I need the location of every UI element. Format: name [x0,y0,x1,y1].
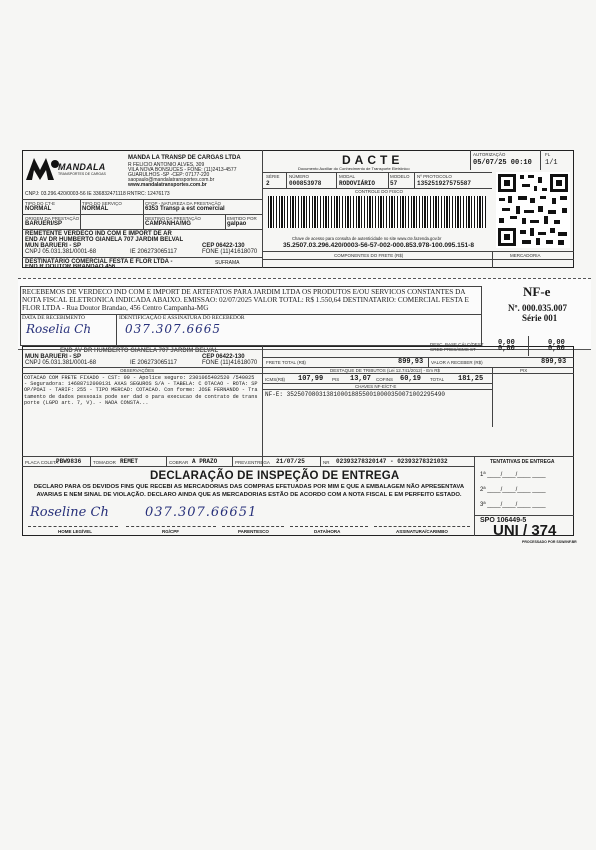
cfop-label: CFOP - NATUREZA DA PRESTAÇÃO [145,201,222,206]
nfe-data-label: DATA DE RECEBIMENTO [22,315,86,321]
nfe-title: NF-e [523,284,551,299]
frete-label: FRETE TOTAL (R$) [266,360,306,365]
cofins-value: 60,19 [400,375,422,383]
chave-caption: Chave de acesso para consulta de autenticidade no site www.cte.fazenda.gov.br [292,236,442,241]
declaracao-text: DECLARO PARA OS DEVIDOS FINS QUE RECEBI AS MERCADORIAS DAS COMPRAS EFETUADAS POR MIM E QUE A EMBALAGEM NÃO APRESENTAVA AVARIAS E NEM SINAL DE VIOLAÇÃO. DECLARO AINDA QUE AS MERCADORIAS ESTÃO DE ACORDO COM A NOTA FISCAL E EM PERFEITO ESTADO. [33,484,465,498]
destino-label: DESTINO DA PRESTAÇÃO [145,216,201,221]
lower-sender-ie: IE 206273065117 [130,360,177,366]
qr-code-icon [496,172,570,248]
tributos-label: DESTAQUE DE TRIBUTOS (Lei 12.741/2012) - Em R$ [330,368,441,373]
total-label: TOTAL [430,377,445,382]
serie-label: SÉRIE [266,174,280,179]
tomador-label: TOMADOR [93,460,116,465]
carrier-site: www.mandalatransportes.com.br [128,182,207,188]
mandala-logo-icon [24,156,60,182]
logo-sub: TRANSPORTES DE CARGAS [58,172,106,176]
autorizacao-label: AUTORIZAÇÃO [473,152,506,157]
observacoes-text: COTACAO COM FRETE FIXADO - CST: 00 - Apolice seguro: 2301065402520 /540025 - Seguradora: 14688712000131 AXAS SEGUROS S/A - TABELA: C OTACAO - ROTA: SPOP/POAI - TARIF: 255 - TIPO MERCAD: COTACAO. Con forme: JOSE FERNANDO - Tratamento de dados pessoais pode ser dad o para execucao de contrato de transporte (LGPD art. 7, V). - NADA CONSTA... [24,375,258,406]
protocolo-label: Nº PROTOCOLO [417,174,452,179]
icms-value: 107,99 [298,375,324,383]
tentativa-1: 1ª ____/____/____ ____ [480,472,546,478]
declaracao-handwritten-rg: 037.307.66651 [145,505,258,520]
cred-label: CRED PRES/ICMS ST [430,347,476,352]
carrier-name: MANDA LA TRANSP DE CARGAS LTDA [128,155,241,161]
prev-entrega-label: PREV.ENTREGA [235,460,270,465]
cred-value-b: 0,00 [548,345,565,353]
logo-text: MANDALA [58,162,106,172]
autorizacao: 05/07/25 00:10 [473,159,532,167]
chaves-label: CHAVES NF-E/CT-E [355,384,397,389]
cfop: 6353 Transp a est comercial [145,206,225,212]
pix-label: PIX [520,368,528,373]
remetente-fone: FONE (11)41618070 [202,249,258,255]
declaracao-title: DECLARAÇÃO DE INSPEÇÃO DE ENTREGA [150,470,400,482]
nfe-receipt-text: RECEBEMOS DE VERDECO IND COM E IMPORT DE ARTEFATOS PARA JARDIM LTDA OS PRODUTOS E/OU SERVICOS CONSTANTES DA NOTA FISCAL ELETRONICA INDICADA ABAIXO. EMISSAO: 02/07/2025 VALOR TOTAL: R$ 1.550,64 DESTINATARIO: COMERCIAL FESTA E FLOR LTDA - Rua Doutor Brandao, 456 Centro Campanha-MG [22,288,469,312]
remetente-address: END AV DR HUMBERTO GIANELA 707 JARDIM BELVAL [25,237,184,243]
placa-label: PLACA COLETA [25,460,59,465]
nfe-numero: Nº. 000.035.007 [508,303,567,313]
icms-label: ICMS(R$) [265,377,285,382]
desc-label: DESC. BASE CÁLC/DEST [430,342,484,347]
destinatario-suframa: SUFRAMA [215,260,240,266]
spo-code: SPO 106449-5 [480,517,527,524]
barcode [268,196,486,228]
remetente-cep: CEP 06422-130 [202,243,245,249]
lower-sender-cnpj: CNPJ 05.031.381/0001-68 [25,360,97,366]
carrier-address3: GUARULHOS -SP -CEP: 07177-220 [128,172,210,178]
remetente-city: MUN BARUERI - SP [25,243,82,249]
observacoes-label: OBSERVAÇÕES [120,368,155,373]
componentes-label: COMPONENTES DO FRETE (R$) [334,253,404,258]
serie: 2 [266,180,270,187]
nfe-handwritten-id: 037.307.6665 [125,322,221,336]
remetente-ie: IE 206273065117 [130,249,177,255]
fl: 1/1 [545,159,558,167]
dacte-title: DACTE [342,153,404,167]
assinatura-label: ASSINATURA/CARIMBO [396,529,448,534]
qr-code [496,172,570,248]
numero-label: NÚMERO [289,174,309,179]
home-label: HOME LEGÍVEL [58,529,93,534]
controle-label: CONTROLE DO FISCO [355,189,404,194]
tipo-cte: NORMAL [25,206,52,212]
protocolo: 135251927575587 [417,180,472,187]
tentativas-label: TENTATIVAS DE ENTREGA [490,459,555,465]
carrier-cnpj: CNPJ: 03.296.420/0003-56 IE 336832471118 RNTRC: 12476173 [25,191,170,197]
fl-label: FL [545,152,551,157]
nfe-serie: Série 001 [522,313,558,323]
lower-sender-address: END AV DR HUMBERTO GIANELA 707 JARDIM BELVAL [60,348,219,354]
valor-receber: 899,93 [541,358,567,366]
emitido-label: EMITIDO POR [227,216,257,221]
chave-acesso: 35.2507.03.296.420/0003-56-57-002-000.853.978-100.095.151-8 [283,242,475,249]
receber-label: VALOR A RECEBER (R$) [431,360,483,365]
carrier-email: saopaulo@mandalatransportes.com.br [128,177,215,183]
tentativa-2: 2ª ____/____/____ ____ [480,487,546,493]
tipo-servico: NORMAL [82,206,109,212]
numero: 000853978 [289,180,322,187]
mandala-logo [24,156,124,186]
lower-sender-cep: CEP 06422-130 [202,354,245,360]
desc-value-b: 0,00 [548,339,565,347]
destino: CAMPANHA/MG [145,221,191,227]
parentesco-label: PARENTESCO [238,529,269,534]
carrier-address1: R FELICIO ANTONIO ALVES, 309 [128,162,205,168]
destinatario-address: END R DOUTOR BRANDAO 456 [25,264,116,268]
cofins-label: COFINS [376,377,394,382]
declaracao-signature: Roseline Ch [30,505,109,520]
prev-entrega: 21/07/25 [276,458,305,465]
lower-sender-city: MUN BARUERI - SP [25,354,82,360]
tomador: REMET [120,458,139,465]
cobrar-label: COBRAR [169,460,189,465]
rg-label: RG/CPF [162,529,180,534]
remetente-name: REMETENTE VERDECO IND COM E IMPORT DE AR [25,231,172,237]
pis-value: 13,07 [350,375,372,383]
frete-total: 899,93 [398,358,424,366]
remetente-cnpj: CNPJ 05.031.381/0001-68 [25,249,97,255]
mercadoria-label: MERCADORIA [510,253,541,258]
modelo-label: MODELO [390,174,410,179]
tipo-cte-label: TIPO DO CT-E [25,201,56,206]
total-value: 181,25 [458,375,484,383]
placa: PBW9836 [56,458,82,465]
origem: BARUERI/SP [25,221,63,227]
uni-code: UNI / 374 [493,522,557,539]
chave-nfe: NF-E: 35250708031381000188550010000350071002295490 [265,391,446,398]
cred-value-a: 0,00 [498,345,515,353]
nr-label: NR [323,460,330,465]
data-hora-label: DATA/HORA [314,529,341,534]
lower-sender-fone: FONE (11)41618070 [202,360,258,366]
tentativa-3: 3ª ____/____/____ ____ [480,502,546,508]
tipo-servico-label: TIPO DO SERVIÇO [82,201,122,206]
processado-por: PROCESSADO POR SSW/INF.BR [522,540,577,544]
desc-value-a: 0,00 [498,339,515,347]
nfe-ident-label: IDENTIFICAÇÃO E ASSINATURA DO RECEBEDOR [119,315,245,321]
nfe-signature: Roselia Ch [26,322,92,336]
dacte-subtitle: Documento Auxiliar do Conhecimento de Transporte Eletrônico [298,166,410,171]
cobrar: A PRAZO [192,458,218,465]
modelo: 57 [390,180,398,187]
emitido: galpao [227,221,247,227]
modal: RODOVIÁRIO [339,180,376,187]
nr-value: 02393278320147 - 02393278321032 [336,458,448,465]
destinatario-name: DESTINATÁRIO COMERCIAL FESTA E FLOR LTDA - [25,259,173,265]
pis-label: PIS [332,377,340,382]
origem-label: ORIGEM DA PRESTAÇÃO [25,216,80,221]
carrier-address2: VILA NOVA BONSUCES - FONE: (11)2413-4577 [128,167,237,173]
modal-label: MODAL [339,174,356,179]
